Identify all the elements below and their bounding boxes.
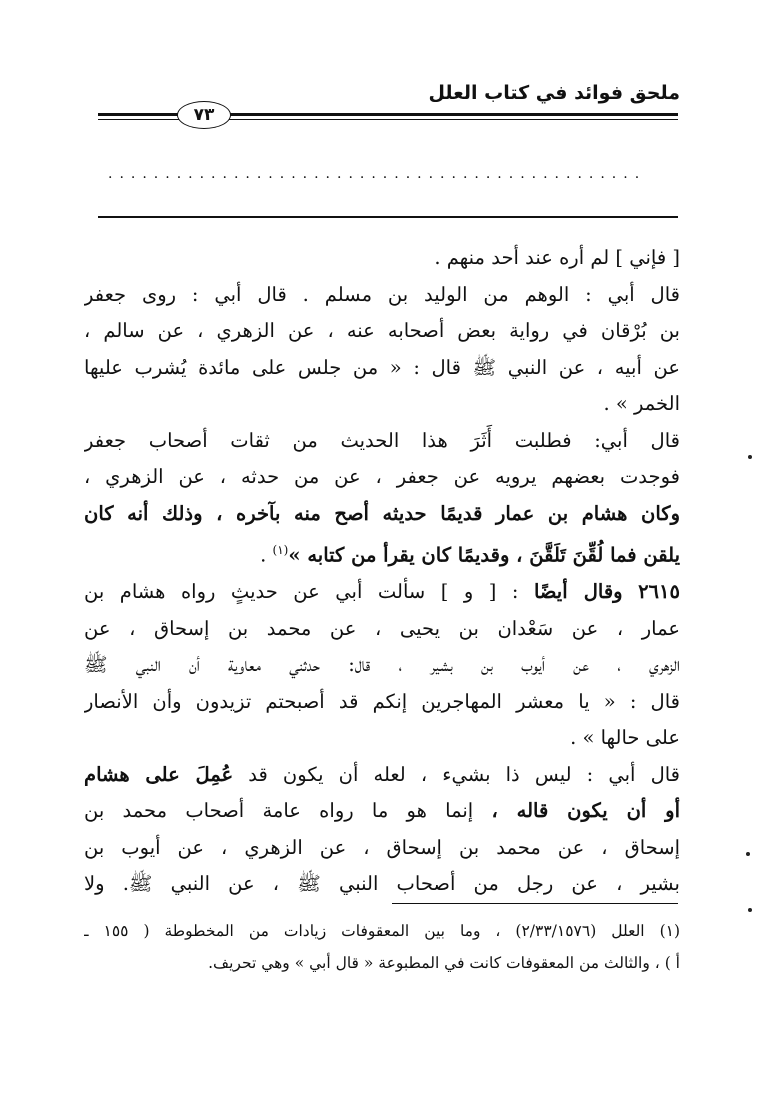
text-line: بشير ، عن رجل من أصحاب النبي ﷺ ، عن النبي ﷺ. ولا [84, 872, 680, 895]
text-line: فوجدت بعضهم يرويه عن جعفر ، عن من حدثه ، عن الزهري ، [84, 465, 680, 488]
text-segment: قال أبي : ليس ذا بشيء ، لعله أن يكون قد [233, 762, 680, 786]
bold-segment: عُمِلَ على هشام [84, 762, 234, 786]
text-line [84, 757, 680, 794]
text-line: عن أبيه ، عن النبي ﷺ قال : « من جلس على مائدة يُشرب عليها [84, 355, 680, 379]
running-header-title: ملحق فوائد في كتاب العلل [428, 82, 680, 104]
text-segment: إنما هو ما رواه عامة أصحاب محمد بن [84, 799, 492, 822]
bold-quote: يلقن فما لُقِّنَ تَلَقَّنَ ، وقديمًا كان يقرأ من كتابه » [288, 543, 680, 567]
section-rule [98, 216, 678, 218]
entry-text: : [ و ] سألت أبي عن حديثٍ رواه هشام بن [84, 580, 519, 603]
page-number-badge: ٧٣ [177, 101, 231, 129]
text-line [84, 793, 680, 830]
text-line: على حالها » . [570, 726, 680, 749]
text-line: الزهري ، عن أيوب بن بشير ، قال: حدثني معاوية أن النبي ﷺ [84, 653, 680, 676]
scan-speck [748, 455, 752, 459]
footnote-line: أ ) ، والثالث من المعقوفات كانت في المطبوعة « قال أبي » وهي تحريف. [208, 954, 680, 972]
entry-number: ٢٦١٥ [638, 580, 680, 603]
footnote-line: (١) العلل (٢/٣٣/١٥٧٦) ، وما بين المعقوفات زيادات من المخطوطة ( ١٥٥ ـ [84, 922, 680, 940]
bold-segment: أو أن يكون قاله ، [491, 799, 680, 822]
footnote-ref: (١) [272, 543, 289, 557]
text-line: قال أبي : الوهم من الوليد بن مسلم . قال أبي : روى جعفر [84, 282, 680, 306]
text-line: قال أبي: فطلبت أَثَرَ هذا الحديث من ثقات أصحاب جعفر [84, 428, 680, 452]
scan-speck [746, 852, 750, 856]
text-line [84, 532, 680, 574]
scan-speck [748, 908, 752, 912]
text-line: بن بُرْقان في رواية بعض أصحابه عنه ، عن الزهري ، عن سالم ، [84, 319, 680, 342]
main-text [84, 240, 680, 903]
text-line: [ فإني ] لم أره عند أحد منهم . [434, 246, 680, 269]
text-line: الخمر » . [603, 392, 680, 415]
entry-line [84, 574, 680, 611]
text-line: إسحاق ، عن محمد بن إسحاق ، عن الزهري ، عن أيوب بن [84, 835, 680, 859]
omission-dots: ............................................... [108, 166, 647, 182]
text-line-bold: وكان هشام بن عمار قديمًا حديثه أصح منه بآخره ، وذلك أنه كان [84, 501, 680, 525]
text-line: عمار ، عن سَعْدان بن يحيى ، عن محمد بن إسحاق ، عن [84, 616, 680, 640]
footnotes [84, 915, 680, 979]
footnote-rule [392, 903, 678, 904]
entry-lead: وقال أيضًا [533, 580, 623, 603]
text-line: قال : « يا معشر المهاجرين إنكم قد أصبحتم تزيدون وأن الأنصار [84, 689, 680, 713]
line-end: . [260, 543, 273, 567]
